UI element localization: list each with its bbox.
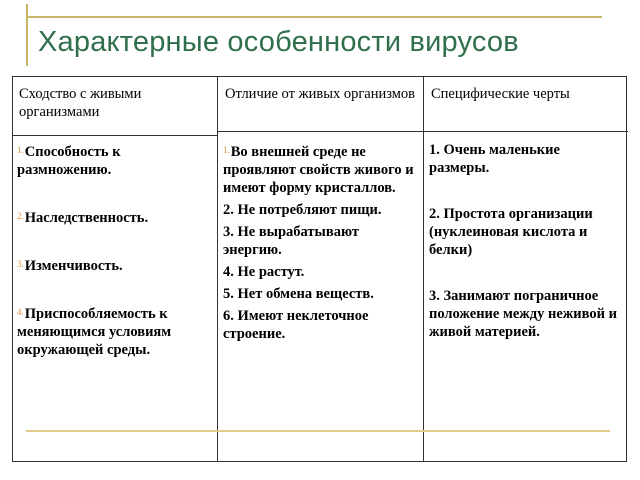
list-item: 6. Имеют неклеточное строение.	[223, 308, 369, 342]
list-item: 2. Не потребляют пищи.	[223, 202, 382, 218]
header-divider-3	[423, 131, 628, 132]
list-item: 2. Простота организации (нуклеиновая кислота и белки)	[429, 206, 593, 258]
header-divider-1	[13, 135, 218, 136]
list-item: 1. Очень маленькие размеры.	[429, 142, 560, 176]
list-item: 5. Нет обмена веществ.	[223, 286, 374, 302]
comparison-table	[12, 76, 627, 462]
header-difference: Отличие от живых организмов	[225, 86, 416, 102]
slide-title: Характерные особенности вирусов	[38, 26, 519, 58]
list-item: 3. Занимают пограничное положение между неживой и живой материей.	[429, 288, 617, 340]
list-item: $^{4.}$Приспособляемость к меняющимся условиям окружающей среды.	[17, 306, 172, 358]
accent-line-vertical	[26, 4, 28, 66]
accent-line-bottom	[26, 430, 610, 432]
header-similarity: Сходство с живыми организмами	[19, 86, 142, 120]
list-item: $^{1.}$Во внешней среде не проявляют свойств живого и имеют форму кристаллов.	[223, 144, 414, 196]
difference-list	[223, 141, 419, 343]
list-item: 4. Не растут.	[223, 264, 305, 280]
similarity-list	[17, 141, 213, 359]
column-divider-2	[423, 77, 424, 461]
specific-list	[429, 141, 623, 341]
list-item: 3. Не вырабатывают энергию.	[223, 224, 359, 258]
list-item: $^{2.}$Наследственность.	[17, 210, 149, 226]
header-divider-2	[217, 131, 424, 132]
header-specific: Специфические черты	[431, 86, 570, 102]
list-item: $^{3.}$Изменчивость.	[17, 258, 123, 274]
accent-line-top	[26, 16, 602, 18]
list-item: $^{1.}$Способность к размножению.	[17, 144, 121, 178]
